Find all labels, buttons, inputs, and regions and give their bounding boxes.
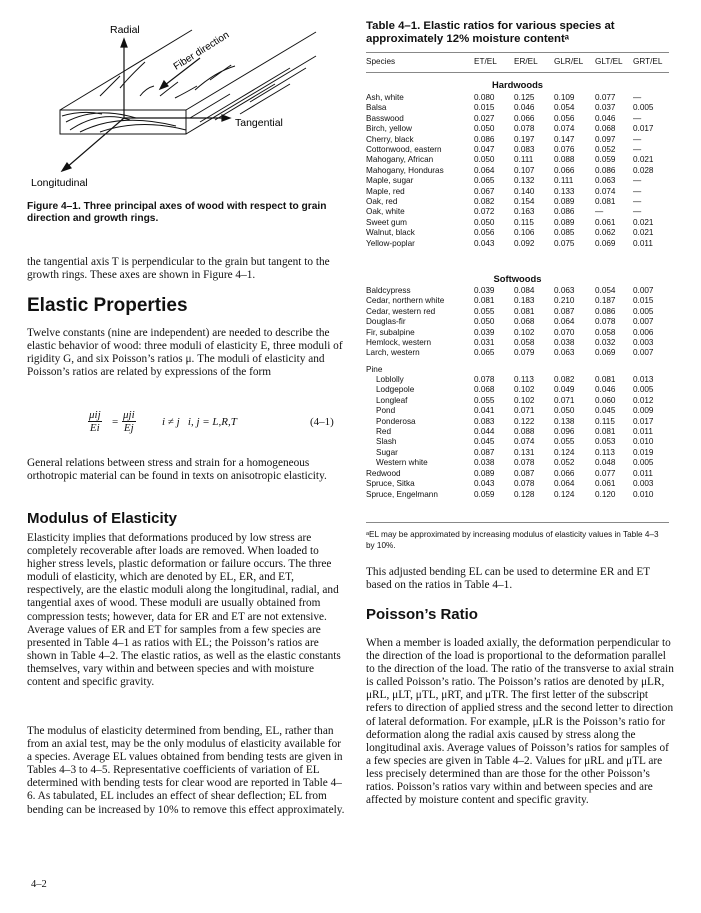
cell-glr-el: 0.052 [554, 458, 575, 468]
cell-et-el: 0.064 [474, 165, 495, 175]
cell-glt-el: 0.086 [595, 306, 616, 316]
cell-grt-el: 0.006 [633, 327, 654, 337]
cell-species: Pond [376, 406, 396, 416]
cell-grt-el: 0.007 [633, 348, 654, 358]
table-row [366, 155, 669, 165]
table-row [366, 166, 669, 176]
cell-glr-el: 0.124 [554, 489, 575, 499]
cell-grt-el: 0.012 [633, 395, 654, 405]
table-row [366, 114, 669, 124]
cell-glt-el: 0.081 [595, 427, 616, 436]
table-row [366, 417, 669, 427]
cell-species: Cedar, western red [366, 306, 436, 316]
cell-er-el: 0.058 [514, 338, 535, 347]
cell-species: Maple, sugar [366, 176, 414, 186]
table-title: Table 4–1. Elastic ratios for various species at approximately 12% moisture contentᵃ [366, 20, 615, 45]
cell-glt-el: 0.081 [595, 375, 616, 384]
cell-grt-el: 0.005 [633, 458, 654, 468]
cell-et-el: 0.050 [474, 317, 495, 327]
table-row [366, 458, 669, 468]
table-bottom-rule [366, 522, 669, 523]
cell-et-el: 0.068 [474, 385, 495, 395]
cell-glt-el: 0.059 [595, 155, 616, 165]
equation-lhs: μij Ei [89, 409, 101, 434]
cell-species: Mahogany, African [366, 155, 434, 165]
cell-glr-el: 0.063 [554, 286, 575, 295]
cell-grt-el: — [633, 176, 642, 186]
cell-et-el: 0.083 [474, 416, 495, 426]
cell-et-el: 0.050 [474, 155, 495, 165]
table-row [366, 103, 669, 113]
cell-glr-el: 0.210 [554, 296, 575, 306]
cell-et-el: 0.059 [474, 489, 495, 499]
cell-species: Basswood [366, 113, 404, 123]
paragraph-bending-modulus: The modulus of elasticity determined from bending, EL, rather than from an axial test, may be the only modulus of elasticity available for a species. Average EL values obtained from bending tests are given in Tables 4–3 to 4–5. Representative coefficients of variation of EL determined with bending tests for clear wood are reported in Table 4–6. As tabulated, EL includes an effect of shear deflection; EL from bending can be increased by 10% to remove this effect approximately. [27, 725, 345, 816]
cell-grt-el: 0.010 [633, 437, 654, 447]
cell-grt-el: 0.021 [633, 155, 654, 165]
wood-axes-diagram [0, 0, 340, 200]
page-number: 4–2 [31, 879, 47, 890]
cell-grt-el: — [633, 113, 642, 123]
cell-glt-el: 0.062 [595, 228, 616, 238]
paragraph-elasticity: Elasticity implies that deformations produced by low stress are completely recoverable after loads are removed. When loaded to higher stress levels, plastic deformation or failure occurs. The three moduli of elasticity, which are denoted by EL, ER, and ET, respectively, are the elastic moduli along the longitudinal, radial, and tangential axes of wood. These moduli are usually obtained from compression tests; however, data for ER and ET are not extensive. Average values of ER and ET for samples from a few species are presented in Table 4–1 as ratios with EL; the Poisson’s ratios are shown in Table 4–2. The elastic ratios, as well as the elastic constants themselves, vary within and between species and with moisture content and specific gravity. [27, 532, 341, 689]
cell-glr-el: 0.070 [554, 327, 575, 337]
cell-er-el: 0.197 [514, 134, 535, 144]
cell-grt-el: — [633, 134, 642, 144]
intro-paragraph: the tangential axis T is perpendicular to the grain but tangent to the growth rings. These axes are shown in Figure 4–1. [27, 256, 330, 282]
table-row [366, 145, 669, 155]
cell-species: Birch, yellow [366, 124, 412, 134]
cell-grt-el: 0.011 [633, 469, 653, 478]
table-row [366, 328, 669, 338]
cell-species: Longleaf [376, 395, 408, 405]
cell-er-el: 0.140 [514, 186, 535, 196]
cell-glr-el: 0.056 [554, 113, 575, 123]
table-row [366, 348, 669, 358]
table-row [366, 338, 669, 348]
table-row [366, 228, 669, 238]
table-row [366, 317, 669, 327]
table-row [366, 469, 669, 479]
cell-et-el: 0.045 [474, 437, 495, 447]
cell-et-el: 0.080 [474, 93, 495, 102]
table-row [366, 385, 669, 395]
cell-glr-el: 0.074 [554, 124, 575, 134]
table-row [366, 406, 669, 416]
cell-er-el: 0.079 [514, 348, 535, 358]
cell-glr-el: 0.138 [554, 416, 575, 426]
cell-et-el: 0.050 [474, 217, 495, 227]
fiber-direction-arrow-icon [160, 81, 168, 89]
cell-grt-el: — [633, 207, 642, 217]
table-row [366, 207, 669, 217]
table-row [366, 176, 669, 186]
cell-er-el: 0.111 [514, 155, 534, 165]
header-grt-el: GRT/EL [633, 57, 663, 66]
cell-glt-el: 0.052 [595, 145, 616, 154]
table-header-rule [366, 72, 669, 73]
cell-et-el: 0.027 [474, 113, 495, 123]
table-footnote: ᵃEL may be approximated by increasing modulus of elasticity values in Table 4–3 by 10%. [366, 530, 659, 550]
cell-grt-el: — [633, 186, 642, 196]
cell-glr-el: 0.071 [554, 395, 575, 405]
cell-glr-el: 0.075 [554, 238, 575, 248]
label-tangential: Tangential [235, 117, 283, 129]
cell-et-el: 0.072 [474, 207, 495, 217]
table-row [366, 187, 669, 197]
cell-er-el: 0.107 [514, 165, 535, 175]
label-radial: Radial [110, 24, 140, 36]
label-longitudinal: Longitudinal [31, 177, 88, 189]
cell-er-el: 0.102 [514, 385, 535, 395]
cell-glt-el: 0.115 [595, 416, 615, 426]
cell-glt-el: 0.058 [595, 327, 616, 337]
cell-er-el: 0.106 [514, 228, 535, 238]
cell-glt-el: 0.046 [595, 113, 616, 123]
cell-glr-el: 0.055 [554, 437, 575, 447]
table-top-rule [366, 52, 669, 53]
cell-glt-el: 0.097 [595, 134, 616, 144]
cell-et-el: 0.086 [474, 134, 495, 144]
cell-glt-el: 0.074 [595, 186, 616, 196]
table-row [366, 479, 669, 489]
cell-glr-el: 0.096 [554, 427, 575, 436]
cell-glt-el: 0.046 [595, 385, 616, 395]
cell-glr-el: 0.050 [554, 406, 575, 416]
cell-er-el: 0.102 [514, 327, 535, 337]
table-row [366, 135, 669, 145]
table-header-row [366, 57, 669, 69]
cell-grt-el: 0.017 [633, 124, 654, 134]
cell-glr-el: 0.049 [554, 385, 575, 395]
cell-grt-el: 0.021 [633, 228, 654, 238]
cell-er-el: 0.083 [514, 145, 535, 154]
table-row [366, 197, 669, 207]
cell-et-el: 0.082 [474, 197, 495, 206]
cell-glt-el: 0.078 [595, 317, 616, 327]
cell-species: Slash [376, 437, 397, 447]
cell-er-el: 0.183 [514, 296, 535, 306]
cell-et-el: 0.078 [474, 375, 495, 384]
cell-er-el: 0.163 [514, 207, 535, 217]
header-et-el: ET/EL [474, 57, 497, 66]
table-row [366, 286, 669, 296]
cell-glt-el: 0.061 [595, 479, 616, 489]
cell-species: Yellow-poplar [366, 238, 415, 248]
cell-et-el: 0.081 [474, 296, 495, 306]
section-softwoods: Softwoods [493, 273, 542, 284]
heading-poissons-ratio: Poisson’s Ratio [366, 606, 478, 623]
cell-er-el: 0.084 [514, 286, 535, 295]
cell-et-el: 0.041 [474, 406, 495, 416]
cell-glt-el: 0.077 [595, 469, 616, 478]
cell-grt-el: 0.003 [633, 479, 654, 489]
cell-er-el: 0.078 [514, 479, 535, 489]
cell-species: Hemlock, western [366, 338, 432, 347]
header-glr-el: GLR/EL [554, 57, 584, 66]
cell-species: Western white [376, 458, 428, 468]
paragraph-adjusted-bending: This adjusted bending EL can be used to determine ER and ET based on the ratios in Table 4–1. [366, 566, 650, 592]
cell-er-el: 0.046 [514, 103, 535, 113]
cell-grt-el: 0.010 [633, 489, 654, 499]
paragraph-poissons-ratio: When a member is loaded axially, the deformation perpendicular to the direction of the load is proportional to the deformation parallel to the direction of the load. The ratio of the transverse to axial strain is called Poisson’s ratio. The Poisson’s ratios are denoted by μLR, μRL, μLT, μTL, μRT, and μTR. The first letter of the subscript refers to direction of applied stress and the second letter to direction of lateral deformation. For example, μLR is the Poisson’s ratio for deformation along the radial axis caused by stress along the longitudinal axis. Average values of Poisson’s ratios for samples of a few species are given in Table 4–2. Values for μRL and μTL are less precisely determined than are those for the other Poisson’s ratios. Poisson’s ratios vary within and between species and are affected by moisture content and specific gravity. [366, 637, 674, 807]
cell-et-el: 0.050 [474, 124, 495, 134]
paragraph-twelve-constants: Twelve constants (nine are independent) are needed to describe the elastic behavior of wood: three moduli of elasticity E, three moduli of rigidity G, and six Poisson’s ratios μ. The moduli of elasticity and Poisson’s ratios are related by expressions of the form [27, 327, 343, 379]
cell-et-el: 0.044 [474, 427, 495, 436]
cell-er-el: 0.115 [514, 217, 534, 227]
cell-er-el: 0.154 [514, 197, 535, 206]
cell-er-el: 0.087 [514, 469, 535, 478]
cell-grt-el: 0.005 [633, 103, 654, 113]
cell-species: Oak, red [366, 197, 398, 206]
cell-species: Ponderosa [376, 416, 416, 426]
board-top-edge-left [60, 30, 192, 110]
cell-glr-el: 0.109 [554, 93, 575, 102]
cell-glt-el: 0.063 [595, 176, 616, 186]
cell-species: Douglas-fir [366, 317, 406, 327]
cell-et-el: 0.056 [474, 228, 495, 238]
cell-glr-el: 0.086 [554, 207, 575, 217]
cell-species: Baldcypress [366, 286, 411, 295]
cell-species: Cottonwood, eastern [366, 145, 442, 154]
cell-et-el: 0.089 [474, 469, 495, 478]
table-row [366, 296, 669, 306]
equals-sign: = [112, 416, 119, 428]
cell-er-el: 0.066 [514, 113, 535, 123]
cell-et-el: 0.038 [474, 458, 495, 468]
cell-glt-el: 0.187 [595, 296, 616, 306]
cell-grt-el: 0.003 [633, 338, 654, 347]
pine-group-label: Pine [366, 365, 383, 374]
cell-grt-el: 0.017 [633, 416, 654, 426]
header-er-el: ER/EL [514, 57, 538, 66]
cell-glr-el: 0.147 [554, 134, 575, 144]
cell-glr-el: 0.133 [554, 186, 575, 196]
cell-er-el: 0.125 [514, 93, 535, 102]
cell-species: Spruce, Engelmann [366, 489, 438, 499]
cell-glt-el: 0.069 [595, 348, 616, 358]
cell-et-el: 0.015 [474, 103, 495, 113]
cell-er-el: 0.132 [514, 176, 535, 186]
cell-grt-el: 0.007 [633, 286, 654, 295]
cell-glr-el: 0.066 [554, 165, 575, 175]
cell-er-el: 0.078 [514, 458, 535, 468]
cell-glt-el: — [595, 207, 604, 217]
cell-glr-el: 0.085 [554, 228, 575, 238]
table-row [366, 427, 669, 437]
cell-grt-el: 0.015 [633, 296, 654, 306]
table-row [366, 448, 669, 458]
figure-caption: Figure 4–1. Three principal axes of wood with respect to grain direction and growth rings. [27, 201, 327, 224]
cell-er-el: 0.078 [514, 124, 535, 134]
table-row [366, 437, 669, 447]
cell-glr-el: 0.066 [554, 469, 575, 478]
table-row [366, 307, 669, 317]
cell-er-el: 0.128 [514, 489, 535, 499]
equation-rhs: μji Ej [123, 409, 135, 434]
cell-glr-el: 0.124 [554, 447, 575, 457]
cell-species: Cherry, black [366, 134, 414, 144]
cell-glr-el: 0.064 [554, 479, 575, 489]
heading-elastic-properties: Elastic Properties [27, 295, 188, 316]
cell-et-el: 0.065 [474, 176, 495, 186]
cell-er-el: 0.131 [514, 447, 535, 457]
cell-glt-el: 0.069 [595, 238, 616, 248]
cell-glt-el: 0.048 [595, 458, 616, 468]
cell-grt-el: 0.011 [633, 427, 653, 436]
table-row [366, 490, 669, 500]
cell-grt-el: — [633, 145, 642, 154]
cell-species: Spruce, Sitka [366, 479, 415, 489]
cell-glt-el: 0.061 [595, 217, 616, 227]
cell-species: Oak, white [366, 207, 405, 217]
table-row [366, 375, 669, 385]
cell-species: Redwood [366, 469, 401, 478]
cell-grt-el: 0.005 [633, 306, 654, 316]
cell-et-el: 0.067 [474, 186, 495, 196]
cell-species: Ash, white [366, 93, 404, 102]
equation-condition: i ≠ j i, j = L,R,T [162, 416, 237, 428]
cell-er-el: 0.081 [514, 306, 535, 316]
cell-grt-el: 0.007 [633, 317, 654, 327]
cell-er-el: 0.068 [514, 317, 535, 327]
cell-species: Cedar, northern white [366, 296, 445, 306]
cell-glt-el: 0.113 [595, 447, 615, 457]
cell-species: Balsa [366, 103, 387, 113]
cell-et-el: 0.065 [474, 348, 495, 358]
table-row [366, 239, 669, 249]
cell-grt-el: 0.028 [633, 165, 654, 175]
cell-et-el: 0.087 [474, 447, 495, 457]
cell-glr-el: 0.064 [554, 317, 575, 327]
cell-glt-el: 0.037 [595, 103, 616, 113]
cell-et-el: 0.043 [474, 238, 495, 248]
cell-glr-el: 0.111 [554, 176, 574, 186]
cell-et-el: 0.039 [474, 327, 495, 337]
cell-glr-el: 0.063 [554, 348, 575, 358]
cell-er-el: 0.113 [514, 375, 534, 384]
cell-glt-el: 0.060 [595, 395, 616, 405]
cell-et-el: 0.039 [474, 286, 495, 295]
cell-glt-el: 0.045 [595, 406, 616, 416]
cell-glt-el: 0.081 [595, 197, 616, 206]
cell-glt-el: 0.086 [595, 165, 616, 175]
cell-grt-el: — [633, 93, 642, 102]
cell-er-el: 0.102 [514, 395, 535, 405]
table-row [366, 124, 669, 134]
cell-glt-el: 0.053 [595, 437, 616, 447]
equation-4-1 [88, 409, 338, 449]
equation-number: (4–1) [310, 416, 334, 428]
header-glt-el: GLT/EL [595, 57, 623, 66]
cell-glr-el: 0.088 [554, 155, 575, 165]
cell-glt-el: 0.077 [595, 93, 616, 102]
cell-er-el: 0.071 [514, 406, 535, 416]
table-row [366, 218, 669, 228]
cell-species: Larch, western [366, 348, 420, 358]
radial-arrow-icon [121, 39, 127, 47]
cell-species: Walnut, black [366, 228, 415, 238]
cell-glt-el: 0.054 [595, 286, 616, 295]
figure-wood-axes [0, 0, 340, 200]
section-hardwoods: Hardwoods [491, 79, 544, 90]
cell-et-el: 0.043 [474, 479, 495, 489]
cell-grt-el: 0.005 [633, 385, 654, 395]
cell-er-el: 0.122 [514, 416, 535, 426]
header-species: Species [366, 57, 396, 66]
cell-glr-el: 0.089 [554, 197, 575, 206]
board-end-face [60, 110, 186, 134]
cell-glr-el: 0.087 [554, 306, 575, 316]
cell-glt-el: 0.120 [595, 489, 616, 499]
cell-species: Loblolly [376, 375, 404, 384]
table-row [366, 93, 669, 103]
tangential-arrow-icon [222, 115, 230, 121]
paragraph-general-relations: General relations between stress and strain for a homogeneous orthotropic material can be found in texts on anisotropic elasticity. [27, 457, 327, 483]
cell-glr-el: 0.089 [554, 217, 575, 227]
label-fiber-direction: Fiber direction [171, 29, 232, 73]
cell-er-el: 0.092 [514, 238, 535, 248]
cell-et-el: 0.031 [474, 338, 495, 347]
table-row [366, 396, 669, 406]
cell-et-el: 0.055 [474, 395, 495, 405]
cell-species: Maple, red [366, 186, 405, 196]
cell-grt-el: 0.011 [633, 238, 653, 248]
cell-species: Fir, subalpine [366, 327, 415, 337]
heading-modulus-of-elasticity: Modulus of Elasticity [27, 510, 178, 527]
cell-grt-el: — [633, 197, 642, 206]
cell-glt-el: 0.032 [595, 338, 616, 347]
cell-grt-el: 0.019 [633, 447, 654, 457]
cell-grt-el: 0.021 [633, 217, 654, 227]
cell-grt-el: 0.013 [633, 375, 654, 384]
cell-er-el: 0.088 [514, 427, 535, 436]
cell-species: Sugar [376, 447, 398, 457]
cell-species: Lodgepole [376, 385, 415, 395]
cell-glr-el: 0.038 [554, 338, 575, 347]
cell-grt-el: 0.009 [633, 406, 654, 416]
cell-glr-el: 0.082 [554, 375, 575, 384]
cell-et-el: 0.055 [474, 306, 495, 316]
cell-glr-el: 0.054 [554, 103, 575, 113]
cell-glr-el: 0.076 [554, 145, 575, 154]
cell-glt-el: 0.068 [595, 124, 616, 134]
cell-species: Sweet gum [366, 217, 407, 227]
cell-species: Red [376, 427, 392, 436]
cell-et-el: 0.047 [474, 145, 495, 154]
cell-species: Mahogany, Honduras [366, 165, 444, 175]
cell-er-el: 0.074 [514, 437, 535, 447]
